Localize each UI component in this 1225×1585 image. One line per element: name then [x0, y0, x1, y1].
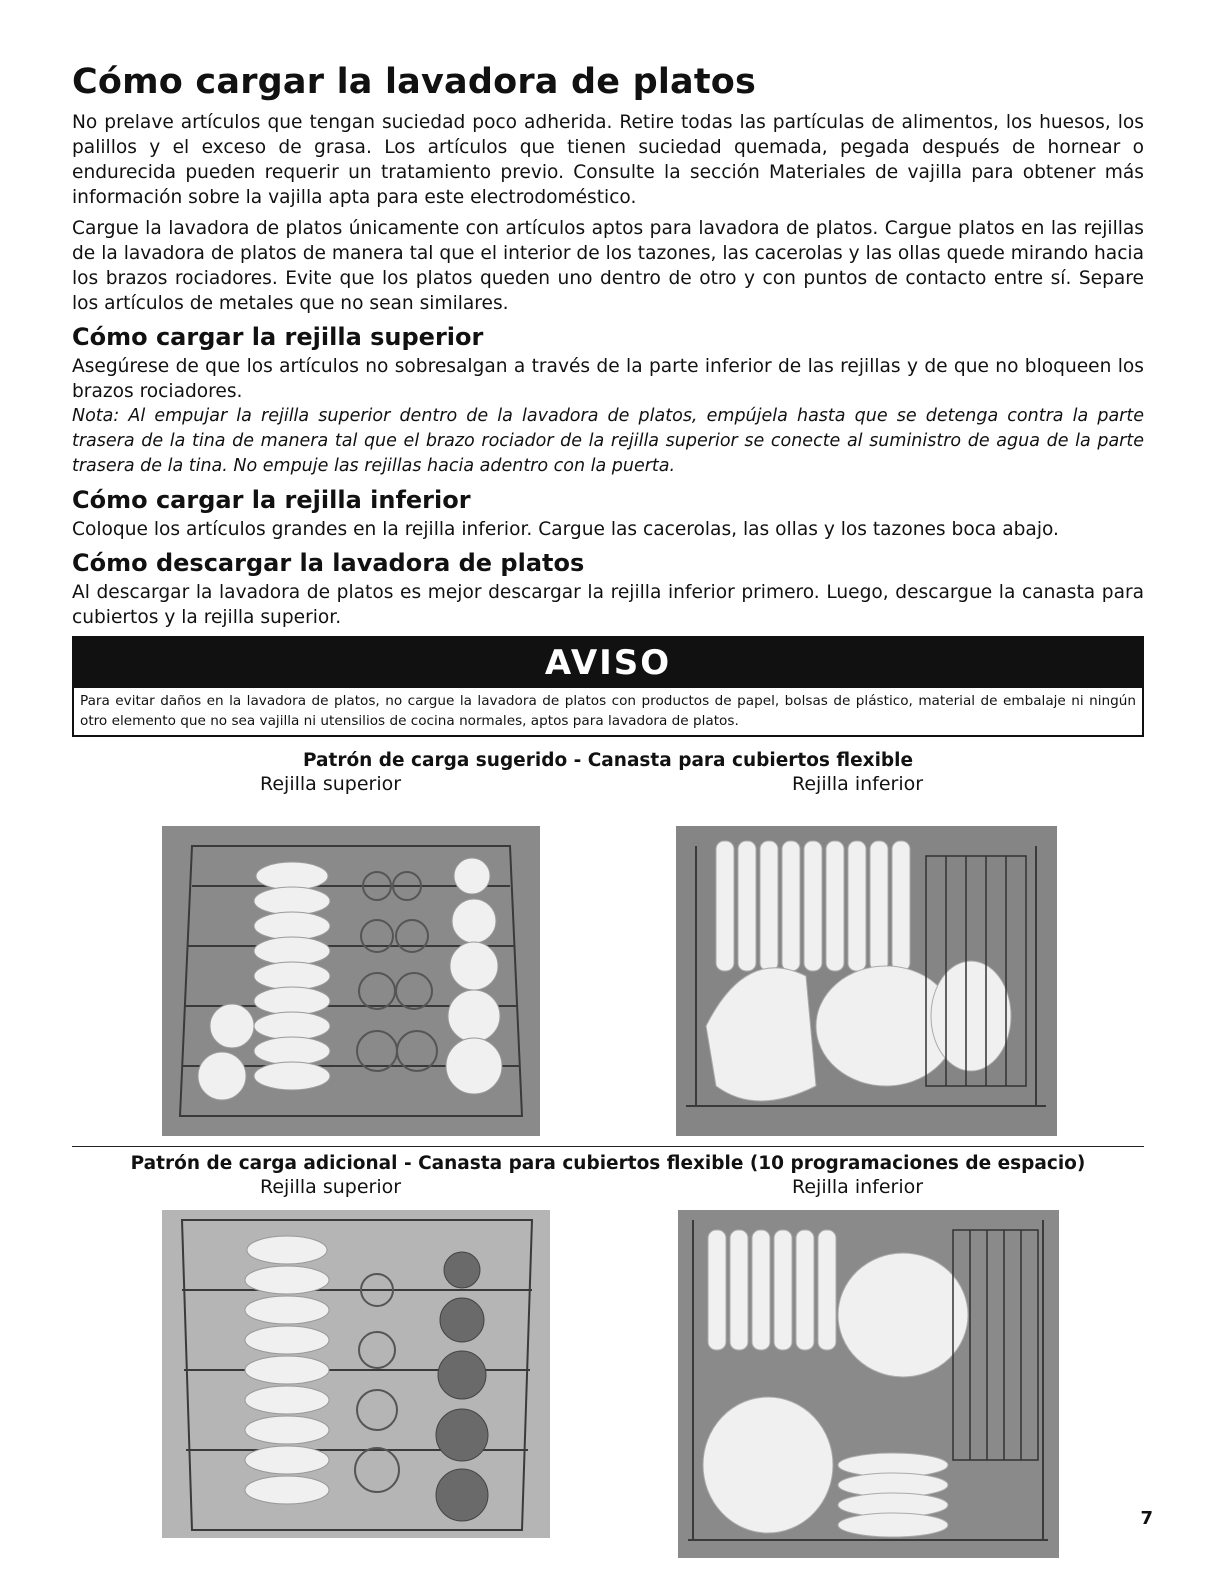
- lower-rack-text: Coloque los artículos grandes en la rejilla inferior. Cargue las cacerolas, las ollas y los tazones boca abajo.: [72, 519, 1059, 540]
- photo-lower-rack-suggested: [676, 826, 1057, 1136]
- lower-rack-heading: Cómo cargar la rejilla inferior: [72, 486, 471, 514]
- pattern-2-labels: [72, 1176, 1144, 1202]
- unload-text: Al descargar la lavadora de platos es mejor descargar la rejilla inferior primero. Luego, descargue la canasta para cubiertos y la rejilla superior.: [72, 582, 1144, 628]
- unload-heading: Cómo descargar la lavadora de platos: [72, 549, 585, 577]
- pattern-1-title: Patrón de carga sugerido - Canasta para cubiertos flexible: [302, 750, 914, 771]
- photo-upper-rack-additional: [162, 1210, 550, 1538]
- intro-paragraph-2: Cargue la lavadora de platos únicamente con artículos aptos para lavadora de platos. Cargue platos en las rejillas de la lavadora de platos de manera tal que el interior de los tazones, las cacerolas y las ollas quede mirando hacia los brazos rociadores. Evite que los platos queden uno dentro de otro y con puntos de contacto entre sí. Separe los artículos de metales que no sean similares.: [72, 218, 1144, 314]
- notice-heading: AVISO: [74, 638, 1142, 688]
- pattern-2-title: Patrón de carga adicional - Canasta para cubiertos flexible (10 programaciones de espacio): [130, 1153, 1086, 1174]
- photo-lower-rack-additional: [678, 1210, 1059, 1558]
- upper-rack-note: Nota: Al empujar la rejilla superior dentro de la lavadora de platos, empújela hasta que se detenga contra la parte trasera de la tina de manera tal que el brazo rociador de la rejilla superior se conecte al suministro de agua de la parte trasera de la tina. No empuje las rejillas hacia adentro con la puerta.: [72, 406, 1144, 476]
- page-number: 7: [1140, 1508, 1153, 1529]
- photo-upper-rack-suggested: [162, 826, 540, 1136]
- pattern-2-lower-label: Rejilla inferior: [792, 1176, 924, 1198]
- intro-paragraph-1: No prelave artículos que tengan suciedad poco adherida. Retire todas las partículas de alimentos, los huesos, los palillos y el exceso de grasa. Los artículos que tienen suciedad quemada, pegada después de hornear o endurecida pueden requerir un tratamiento previo. Consulte la sección Materiales de vajilla para obtener más información sobre la vajilla apta para este electrodoméstico.: [72, 112, 1144, 208]
- notice-text: Para evitar daños en la lavadora de platos, no cargue la lavadora de platos con productos de papel, bolsas de plástico, material de embalaje ni ningún otro elemento que no sea vajilla ni utensilios de cocina normales, aptos para lavadora de platos.: [80, 693, 1136, 729]
- pattern-2-upper-label: Rejilla superior: [260, 1176, 402, 1198]
- page-content: [72, 60, 1144, 799]
- pattern-2-header: [72, 1148, 1144, 1202]
- notice-box: [72, 636, 1144, 737]
- upper-rack-text: Asegúrese de que los artículos no sobresalgan a través de la parte inferior de las rejillas y de que no bloqueen los brazos rociadores.: [72, 356, 1144, 402]
- pattern-1-lower-label: Rejilla inferior: [792, 773, 924, 795]
- section-divider: [72, 1146, 1144, 1147]
- pattern-1-upper-label: Rejilla superior: [260, 773, 402, 795]
- page-title: Cómo cargar la lavadora de platos: [72, 62, 757, 102]
- pattern-1-labels: [72, 773, 1144, 799]
- upper-rack-heading: Cómo cargar la rejilla superior: [72, 323, 484, 351]
